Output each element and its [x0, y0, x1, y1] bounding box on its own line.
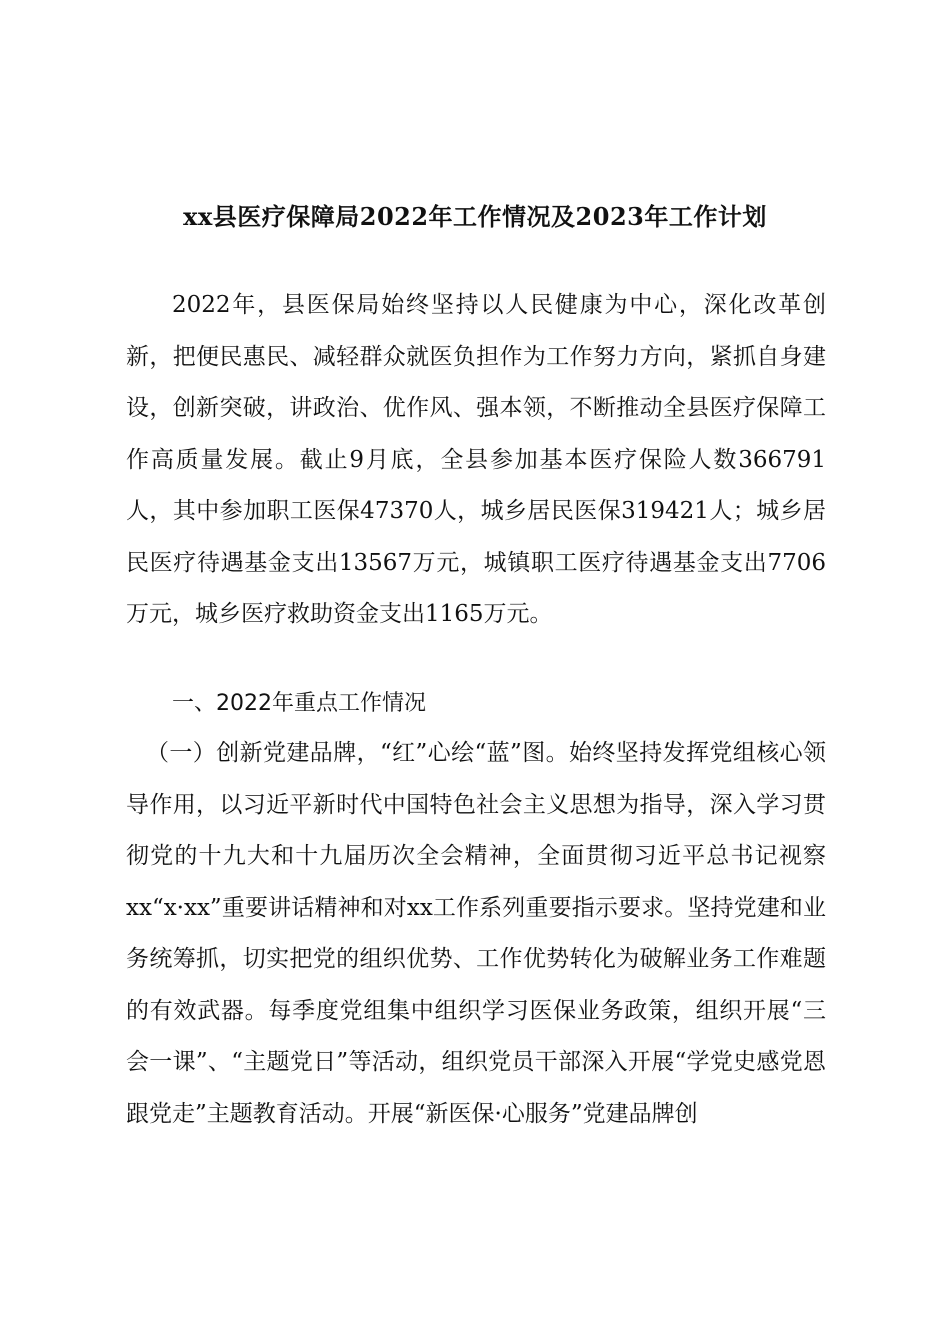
section-paragraph: （一）创新党建品牌，“红”心绘“蓝”图。始终坚持发挥党组核心领导作用，以习近平新时代中国特色社会主义思想为指导，深入学习贯彻党的十九大和十九届历次全会精神，全面贯彻习近平总书记视察xx“x·xx”重要讲话精神和对xx工作系列重要指示要求。坚持党建和业务统筹抓，切实把党的组织优势、工作优势转化为破解业务工作难题的有效武器。每季度党组集中组织学习医保业务政策，组织开展“三会一课”、“主题党日”等活动，组织党员干部深入开展“学党史感党恩跟党走”主题教育活动。开展“新医保·心服务”党建品牌创: [126, 740, 826, 1127]
section-heading: 一、2022年重点工作情况: [172, 691, 426, 716]
intro-paragraph: 2022年，县医保局始终坚持以人民健康为中心，深化改革创新，把便民惠民、减轻群众就医负担作为工作努力方向，紧抓自身建设，创新突破，讲政治、优作风、强本领，不断推动全县医疗保障工作高质量发展。截止9月底，全县参加基本医疗保险人数366791人，其中参加职工医保47370人，城乡居民医保319421人；城乡居民医疗待遇基金支出13567万元，城镇职工医疗待遇基金支出7706万元，城乡医疗救助资金支出1165万元。: [126, 292, 826, 627]
document-title: xx县医疗保障局2022年工作情况及2023年工作计划: [183, 202, 767, 232]
